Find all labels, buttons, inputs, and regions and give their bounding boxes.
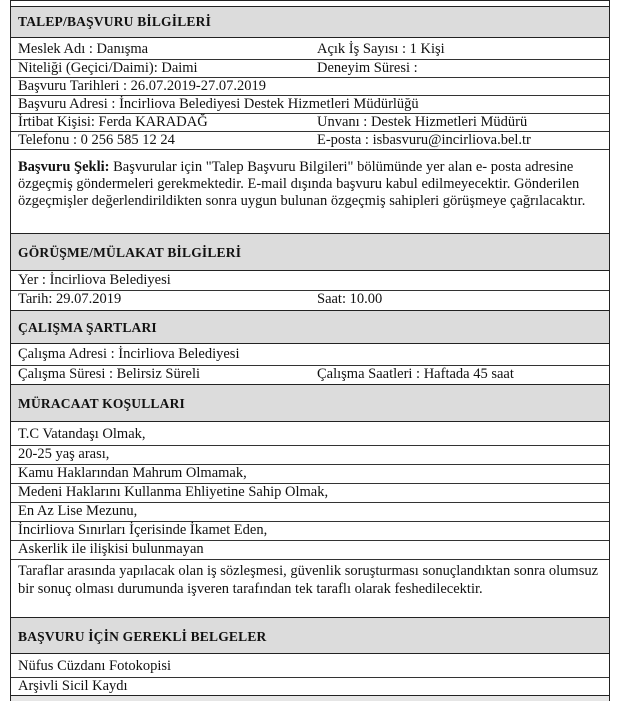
calisma-adresi-row (11, 346, 609, 362)
unvani: Unvanı : Destek Hizmetleri Müdürü (317, 114, 528, 130)
calisma-adresi: Çalışma Adresi : İncirliova Belediyesi (18, 346, 240, 362)
meslek-adi: Meslek Adı : Danışma (18, 41, 149, 57)
telefon-row (11, 131, 609, 147)
acik-is-sayisi: Açık İş Sayısı : 1 Kişi (317, 41, 445, 57)
basvuru-adresi-row (11, 95, 609, 111)
gorusme-saat: Saat: 10.00 (317, 291, 383, 307)
calisma-suresi: Çalışma Süresi : Belirsiz Süreli (18, 366, 201, 382)
belge-nufus: Nüfus Cüzdanı Fotokopisi (18, 658, 172, 674)
list-item (11, 521, 609, 537)
bottom-border (11, 695, 609, 701)
irtibat-row (11, 113, 609, 129)
calisma-suresi-row (11, 365, 609, 381)
condition-medeni-haklar: Medeni Haklarını Kullanma Ehliyetine Sahip Olmak, (18, 484, 329, 500)
yer-row (11, 272, 609, 288)
section-header-muracaat: MÜRACAAT KOŞULLARI (11, 384, 609, 422)
condition-askerlik: Askerlik ile ilişkisi bulunmayan (18, 541, 204, 557)
basvuru-sekli-label: Başvuru Şekli: (18, 159, 110, 175)
condition-kamu-haklari: Kamu Haklarından Mahrum Olmamak, (18, 465, 247, 481)
condition-yas: 20-25 yaş arası, (18, 446, 110, 462)
basvuru-tarihleri-row (11, 77, 609, 93)
tarih-row (11, 290, 609, 306)
section-header-calisma: ÇALIŞMA ŞARTLARI (11, 310, 609, 344)
list-item (11, 426, 609, 442)
sozlesme-note-text: Taraflar arasında yapılacak olan iş sözleşmesi, güvenlik soruşturması sonuçlandıktan sonra olumsuz bir sonuç olması durumunda işveren tarafından tek taraflı olarak feshedilecektir. (18, 563, 599, 597)
list-item (11, 464, 609, 480)
job-posting-document (10, 0, 610, 701)
deneyim-suresi: Deneyim Süresi : (317, 60, 418, 76)
list-item (11, 540, 609, 556)
niteligi-row (11, 59, 609, 75)
list-item (11, 483, 609, 499)
calisma-saatleri: Çalışma Saatleri : Haftada 45 saat (317, 366, 514, 382)
sozlesme-note (11, 559, 609, 617)
top-border (11, 0, 609, 1)
section-header-belgeler: BAŞVURU İÇİN GEREKLİ BELGELER (11, 617, 609, 654)
belge-sicil: Arşivli Sicil Kaydı (18, 678, 128, 694)
basvuru-tarihleri: Başvuru Tarihleri : 26.07.2019-27.07.2019 (18, 78, 267, 94)
gorusme-tarih: Tarih: 29.07.2019 (18, 291, 122, 307)
condition-lise-mezunu: En Az Lise Mezunu, (18, 503, 138, 519)
section-header-talep: TALEP/BAŞVURU BİLGİLERİ (11, 6, 609, 38)
meslek-row (11, 41, 609, 57)
e-posta: E-posta : isbasvuru@incirliova.bel.tr (317, 132, 531, 148)
list-item (11, 677, 609, 693)
condition-ikamet: İncirliova Sınırları İçerisinde İkamet Eden, (18, 522, 268, 538)
basvuru-adresi: Başvuru Adresi : İncirliova Belediyesi Destek Hizmetleri Müdürlüğü (18, 96, 419, 112)
basvuru-sekli-paragraph (11, 149, 609, 232)
irtibat-kisisi: İrtibat Kişisi: Ferda KARADAĞ (18, 114, 208, 130)
basvuru-sekli-text: Başvurular için "Talep Başvuru Bilgileri" bölümünde yer alan e- posta adresine özgeçmiş göndermeleri gerekmektedir. E-mail dışında başvuru kabul edilmeyecektir. Gönderilen özgeçmişler değerlendirildikten sonra uygun bulunan özgeçmiş sahipleri görüşmeye çağrılacaktır. (18, 159, 586, 209)
list-item (11, 658, 609, 674)
telefonu: Telefonu : 0 256 585 12 24 (18, 132, 175, 148)
gorusme-yer: Yer : İncirliova Belediyesi (18, 272, 171, 288)
list-item (11, 445, 609, 461)
list-item (11, 502, 609, 518)
niteligi: Niteliği (Geçici/Daimi): Daimi (18, 60, 198, 76)
condition-vatandas: T.C Vatandaşı Olmak, (18, 426, 146, 442)
section-header-gorusme: GÖRÜŞME/MÜLAKAT BİLGİLERİ (11, 233, 609, 271)
